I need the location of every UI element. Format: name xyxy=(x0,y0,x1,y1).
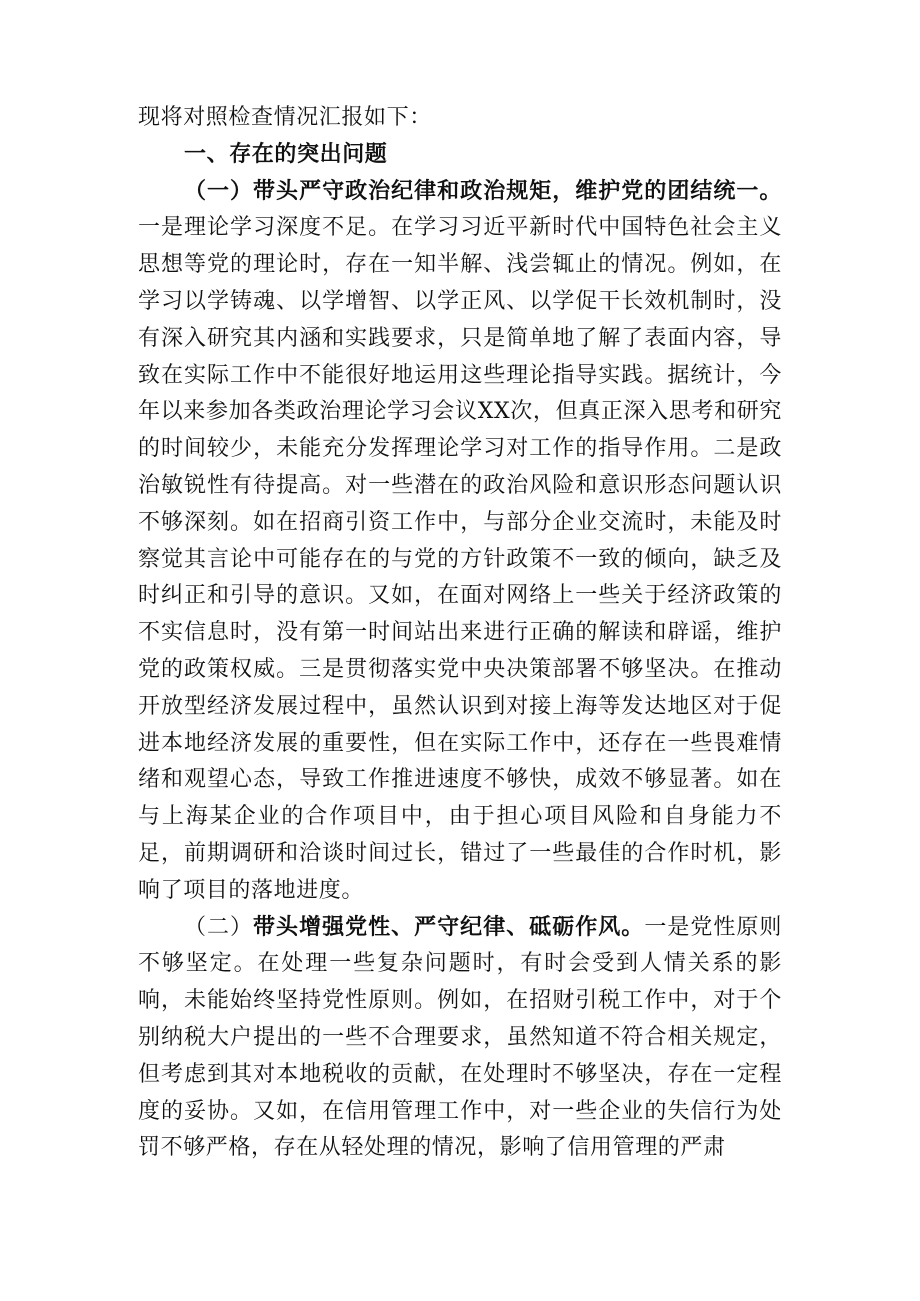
item-2-lead: 带头增强党性、严守纪律、砥砺作风。 xyxy=(253,914,645,940)
section-heading: 一、存在的突出问题 xyxy=(184,141,388,167)
item-2-paragraph xyxy=(138,910,782,1168)
document-body xyxy=(138,100,782,1167)
item-1-label: （一） xyxy=(184,178,254,204)
item-2-label: （二） xyxy=(184,914,254,940)
item-1-lead: 带头严守政治纪律和政治规矩，维护党的团结统一。 xyxy=(253,178,782,204)
intro-paragraph: 现将对照检查情况汇报如下： xyxy=(138,105,432,130)
item-1-paragraph xyxy=(138,174,782,910)
item-2-body: 一是党性原则不够坚定。在处理一些复杂问题时，有时会受到人情关系的影响，未能始终坚持党性原则。例如，在招财引税工作中，对于个别纳税大户提出的一些不合理要求，虽然知道不符合相关规定，但考虑到其对本地税收的贡献，在处理时不够坚决，存在一定程度的妥协。又如，在信用管理工作中，对一些企业的失信行为处罚不够严格，存在从轻处理的情况，影响了信用管理的严肃 xyxy=(138,914,782,1161)
item-1-body: 一是理论学习深度不足。在学习习近平新时代中国特色社会主义思想等党的理论时，存在一知半解、浅尝辄止的情况。例如，在学习以学铸魂、以学增智、以学正风、以学促干长效机制时，没有深入研究其内涵和实践要求，只是简单地了解了表面内容，导致在实际工作中不能很好地运用这些理论指导实践。据统计，今年以来参加各类政治理论学习会议XX次，但真正深入思考和研究的时间较少，未能充分发挥理论学习对工作的指导作用。二是政治敏锐性有待提高。对一些潜在的政治风险和意识形态问题认识不够深刻。如在招商引资工作中，与部分企业交流时，未能及时察觉其言论中可能存在的与党的方针政策不一致的倾向，缺乏及时纠正和引导的意识。又如，在面对网络上一些关于经济政策的不实信息时，没有第一时间站出来进行正确的解读和辟谣，维护党的政策权威。三是贯彻落实党中央决策部署不够坚决。在推动开放型经济发展过程中，虽然认识到对接上海等发达地区对于促进本地经济发展的重要性，但在实际工作中，还存在一些畏难情绪和观望心态，导致工作推进速度不够快，成效不够显著。如在与上海某企业的合作项目中，由于担心项目风险和自身能力不足，前期调研和洽谈时间过长，错过了一些最佳的合作时机，影响了项目的落地进度。 xyxy=(138,215,782,903)
